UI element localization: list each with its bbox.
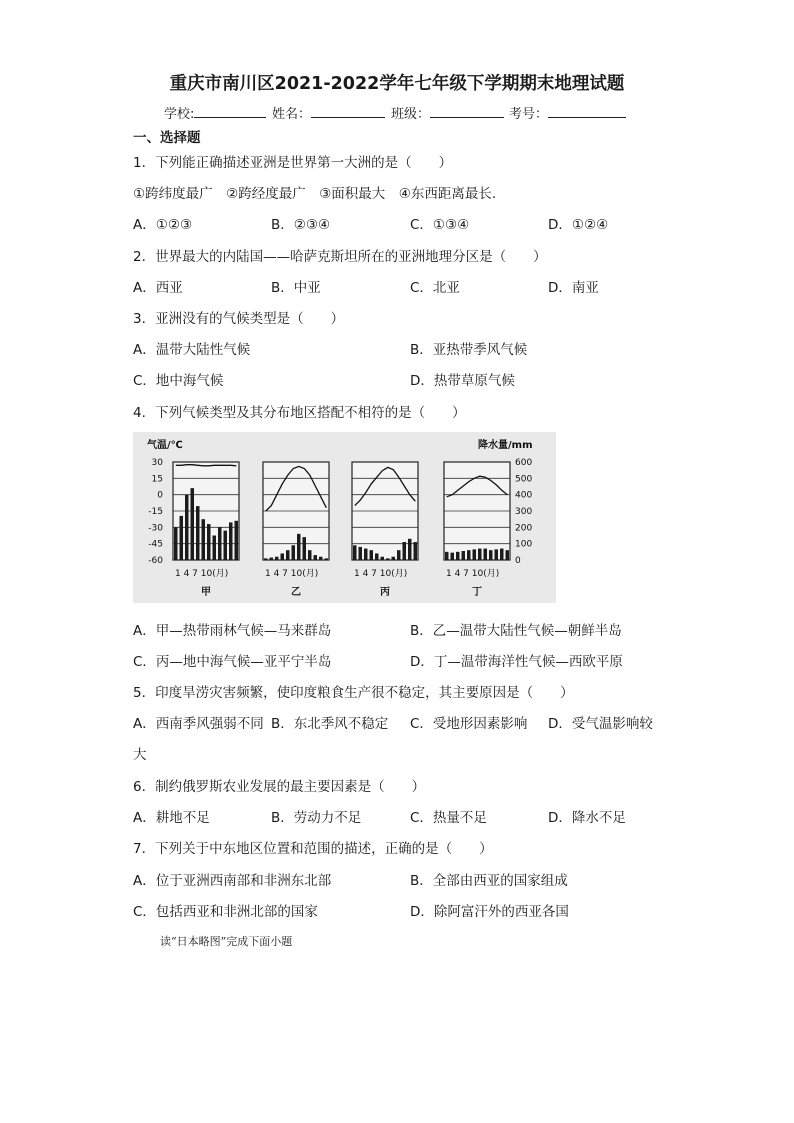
precip-bar — [381, 557, 385, 560]
name-label: 姓名： — [272, 107, 312, 122]
precip-tick-label: 200 — [515, 523, 533, 534]
option-b[interactable]: B．②③④ — [271, 217, 331, 233]
precip-bar — [370, 550, 374, 560]
exam-no-field — [509, 103, 626, 122]
precip-tick-label: 400 — [515, 490, 533, 501]
precip-bar — [403, 542, 407, 560]
option-b[interactable]: B．东北季风不稳定 — [271, 716, 389, 732]
option-d[interactable]: D．降水不足 — [548, 810, 626, 826]
precip-bar — [308, 550, 312, 560]
option-b[interactable]: B．中亚 — [271, 280, 321, 296]
precip-bar — [489, 550, 493, 560]
exam-no-label: 考号： — [509, 107, 549, 122]
temp-tick-label: -15 — [148, 507, 163, 517]
temp-tick-label: 0 — [157, 490, 163, 501]
option-d[interactable]: D．南亚 — [548, 280, 599, 296]
temp-tick-label: 30 — [151, 458, 163, 468]
chart-panel-label: 丙 — [380, 587, 390, 598]
temp-tick-label: -60 — [148, 556, 163, 566]
precip-bar — [286, 550, 290, 560]
option-d[interactable]: D．丁—温带海洋性气候—西欧平原 — [410, 654, 623, 670]
temp-tick-label: -45 — [148, 539, 163, 550]
precip-bar — [386, 558, 390, 560]
exam-no-blank[interactable] — [548, 105, 626, 118]
climate-charts-figure — [133, 432, 556, 603]
month-tick-labels: 1 4 7 10(月) — [354, 569, 408, 579]
option-a[interactable]: A．温带大陆性气候 — [133, 342, 251, 358]
precip-axis-ticks — [515, 458, 532, 566]
option-b[interactable]: B．全部由西亚的国家组成 — [410, 873, 568, 889]
option-b[interactable]: B．劳动力不足 — [271, 810, 362, 826]
chart-panel-label: 乙 — [291, 587, 301, 598]
school-field — [164, 103, 266, 122]
option-d-wrap: 大 — [133, 747, 147, 763]
option-a[interactable]: A．耕地不足 — [133, 810, 210, 826]
climate-panels — [173, 462, 510, 598]
precip-bar — [456, 552, 460, 560]
month-tick-labels: 1 4 7 10(月) — [265, 569, 319, 579]
precip-bar — [174, 527, 178, 560]
precip-bar — [281, 553, 285, 560]
month-tick-labels: 1 4 7 10(月) — [175, 569, 229, 579]
option-a[interactable]: A．①②③ — [133, 217, 193, 233]
precip-axis-label: 降水量/mm — [478, 440, 533, 451]
precip-tick-label: 300 — [515, 507, 533, 517]
chart-panel-label: 丁 — [472, 587, 482, 598]
precip-bar — [180, 516, 184, 560]
precip-bar — [292, 545, 296, 560]
precip-bar — [303, 537, 307, 560]
question-stem: 6．制约俄罗斯农业发展的最主要因素是（ ） — [133, 779, 426, 795]
temp-tick-label: 15 — [151, 474, 163, 485]
climate-chart-3 — [352, 462, 418, 598]
precip-bar — [297, 534, 301, 560]
option-b[interactable]: B．亚热带季风气候 — [410, 342, 528, 358]
precip-tick-label: 100 — [515, 539, 533, 550]
precip-tick-label: 0 — [515, 556, 521, 566]
temp-tick-label: -30 — [148, 523, 163, 534]
precip-bar — [484, 549, 488, 560]
reading-note: 读“日本略图”完成下面小题 — [160, 935, 293, 948]
option-c[interactable]: C．包括西亚和非洲北部的国家 — [133, 904, 318, 920]
climate-charts-svg — [133, 432, 556, 603]
option-d[interactable]: D．热带草原气候 — [410, 373, 515, 389]
precip-bar — [202, 519, 206, 560]
precip-bar — [500, 549, 504, 560]
precip-bar — [325, 558, 329, 560]
precip-bar — [213, 536, 217, 561]
precip-bar — [495, 549, 499, 560]
precip-bar — [364, 549, 368, 560]
school-label: 学校: — [164, 107, 195, 122]
section-title: 一、选择题 — [133, 130, 201, 146]
question-stem: 1．下列能正确描述亚洲是世界第一大洲的是（ ） — [133, 155, 453, 171]
precip-bar — [473, 549, 477, 560]
temp-axis-label: 气温/℃ — [147, 440, 183, 451]
climate-chart-1 — [173, 462, 239, 598]
month-tick-labels: 1 4 7 10(月) — [446, 569, 500, 579]
question-stem: 5．印度旱涝灾害频繁，使印度粮食生产很不稳定，其主要原因是（ ） — [133, 685, 574, 701]
precip-bar — [235, 521, 239, 560]
question-stem: 7．下列关于中东地区位置和范围的描述，正确的是（ ） — [133, 841, 493, 857]
precip-bar — [375, 553, 379, 560]
option-c[interactable]: C．北亚 — [410, 280, 460, 296]
option-d[interactable]: D．受气温影响较 — [548, 716, 653, 732]
precip-tick-label: 500 — [515, 474, 533, 485]
class-field — [391, 103, 504, 122]
option-c[interactable]: C．地中海气候 — [133, 373, 224, 389]
temp-axis-ticks — [148, 458, 163, 566]
precip-bar — [218, 527, 222, 560]
precip-bar — [506, 550, 510, 560]
precip-bar — [319, 557, 323, 560]
option-a[interactable]: A．位于亚洲西南部和非洲东北部 — [133, 873, 332, 889]
option-c[interactable]: C．丙—地中海气候—亚平宁半岛 — [133, 654, 332, 670]
class-blank[interactable] — [430, 105, 504, 118]
precip-bar — [359, 547, 363, 560]
class-label: 班级： — [391, 107, 431, 122]
school-blank[interactable] — [194, 105, 266, 118]
option-d[interactable]: D．除阿富汗外的西亚各国 — [410, 904, 569, 920]
name-field — [272, 103, 385, 122]
question-stem: 4．下列气候类型及其分布地区搭配不相符的是（ ） — [133, 405, 466, 421]
precip-bar — [392, 557, 396, 560]
question-stem: 2．世界最大的内陆国——哈萨克斯坦所在的亚洲地理分区是（ ） — [133, 249, 547, 265]
option-a[interactable]: A．甲—热带雨林气候—马来群岛 — [133, 623, 332, 639]
precip-bar — [207, 524, 211, 560]
option-c[interactable]: C．①③④ — [410, 217, 470, 233]
precip-bar — [462, 551, 466, 560]
precip-tick-label: 600 — [515, 458, 533, 468]
precip-bar — [264, 558, 268, 560]
name-blank[interactable] — [311, 105, 385, 118]
precip-bar — [185, 495, 189, 560]
option-c[interactable]: C．受地形因素影响 — [410, 716, 528, 732]
precip-bar — [229, 522, 233, 560]
precip-bar — [314, 555, 318, 560]
precip-bar — [397, 550, 401, 560]
option-a[interactable]: A．西亚 — [133, 280, 183, 296]
precip-bar — [191, 488, 195, 560]
page-title: 重庆市南川区2021-2022学年七年级下学期期末地理试题 — [169, 74, 625, 94]
option-a[interactable]: A．西南季风强弱不同 — [133, 716, 264, 732]
precip-bar — [408, 539, 412, 560]
chart-panel-label: 甲 — [201, 587, 211, 598]
climate-chart-2 — [263, 462, 329, 598]
option-b[interactable]: B．乙—温带大陆性气候—朝鲜半岛 — [410, 623, 622, 639]
precip-bar — [353, 545, 357, 560]
precip-bar — [451, 553, 455, 560]
option-c[interactable]: C．热量不足 — [410, 810, 487, 826]
question-statements: ①跨纬度最广 ②跨经度最广 ③面积最大 ④东西距离最长. — [133, 186, 497, 202]
precip-bar — [270, 558, 274, 560]
precip-bar — [478, 549, 482, 560]
question-stem: 3．亚洲没有的气候类型是（ ） — [133, 311, 345, 327]
precip-bar — [445, 552, 449, 560]
climate-chart-4 — [444, 462, 510, 598]
option-d[interactable]: D．①②④ — [548, 217, 609, 233]
precip-bar — [275, 557, 279, 560]
precip-bar — [196, 506, 200, 560]
precip-bar — [224, 531, 228, 560]
precip-bar — [467, 550, 471, 560]
precip-bar — [414, 542, 418, 560]
